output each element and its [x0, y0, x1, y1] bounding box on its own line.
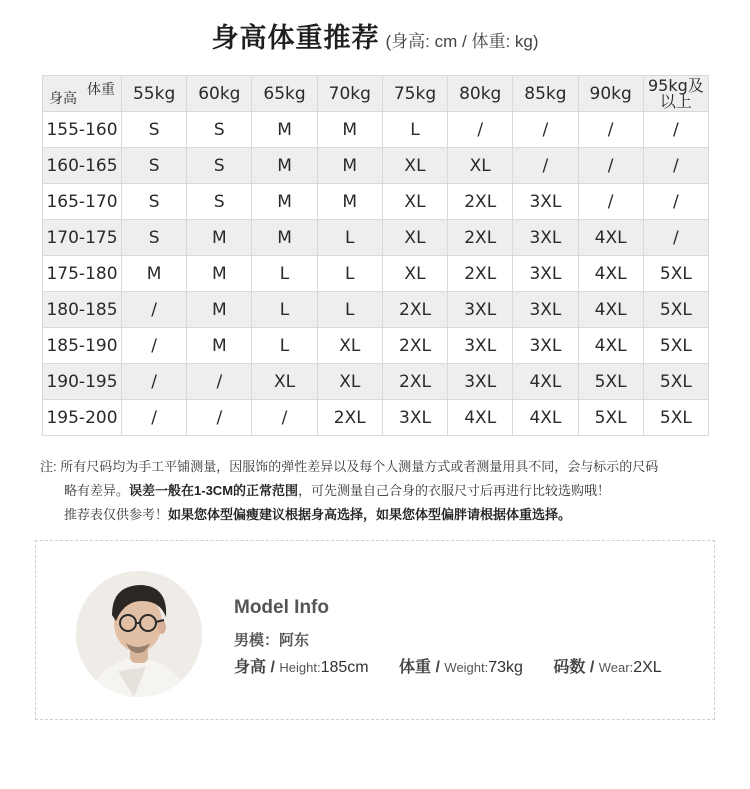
weight-header: 70kg [317, 76, 382, 112]
size-cell: 5XL [578, 400, 643, 436]
size-cell: 4XL [578, 220, 643, 256]
size-cell: / [643, 184, 708, 220]
size-cell: M [252, 184, 317, 220]
table-row [43, 184, 709, 220]
size-cell: S [187, 112, 252, 148]
size-cell: M [252, 148, 317, 184]
size-cell: XL [448, 148, 513, 184]
size-cell: 2XL [448, 256, 513, 292]
model-info-title: Model Info [234, 597, 329, 618]
size-cell: L [382, 112, 447, 148]
note-line-2-part-a: 略有差异。 [64, 483, 130, 498]
size-cell: 3XL [448, 292, 513, 328]
size-cell: 2XL [448, 220, 513, 256]
table-row [43, 400, 709, 436]
size-cell: S [122, 112, 187, 148]
size-cell: / [122, 292, 187, 328]
title-sub: (身高: cm / 体重: kg) [385, 32, 539, 51]
size-cell: / [513, 148, 578, 184]
size-cell: / [643, 220, 708, 256]
size-cell: M [122, 256, 187, 292]
size-cell: 4XL [578, 328, 643, 364]
model-height [234, 659, 369, 676]
table-header-row [43, 76, 709, 112]
size-cell: / [122, 364, 187, 400]
size-cell: 3XL [513, 184, 578, 220]
note-line-3-part-a: 推荐表仅供参考！ [64, 507, 169, 522]
table-row [43, 256, 709, 292]
height-range-cell: 185-190 [43, 328, 122, 364]
weight-header: 80kg [448, 76, 513, 112]
size-cell: / [578, 148, 643, 184]
height-range-cell: 190-195 [43, 364, 122, 400]
height-range-cell: 195-200 [43, 400, 122, 436]
weight-label-cn: 体重 / [399, 659, 440, 676]
size-cell: / [187, 400, 252, 436]
size-cell: S [122, 184, 187, 220]
size-cell: M [187, 220, 252, 256]
wear-label-cn: 码数 / [553, 659, 595, 676]
size-cell: 4XL [578, 256, 643, 292]
size-cell: M [252, 220, 317, 256]
size-cell: S [187, 148, 252, 184]
size-cell: L [252, 292, 317, 328]
size-cell: M [252, 112, 317, 148]
size-cell: M [317, 112, 382, 148]
size-cell: S [187, 184, 252, 220]
weight-header: 75kg [382, 76, 447, 112]
size-cell: / [578, 184, 643, 220]
corner-weight-label: 体重 [87, 82, 115, 98]
size-note [40, 455, 730, 527]
table-corner-cell [43, 76, 122, 112]
height-value: 185cm [320, 659, 369, 676]
size-cell: / [122, 400, 187, 436]
note-line-1: 注: 所有尺码均为手工平铺测量，因服饰的弹性差异以及每个人测量方式或者测量用具不同，会与标示的尺码 [40, 459, 659, 474]
size-cell: XL [382, 220, 447, 256]
height-range-cell: 165-170 [43, 184, 122, 220]
weight-header: 65kg [252, 76, 317, 112]
size-cell: M [317, 184, 382, 220]
size-cell: M [187, 328, 252, 364]
size-cell: S [122, 220, 187, 256]
size-cell: M [317, 148, 382, 184]
size-cell: 3XL [513, 220, 578, 256]
height-label-en: Height: [279, 660, 321, 675]
size-cell: XL [317, 328, 382, 364]
height-range-cell: 170-175 [43, 220, 122, 256]
size-cell: 2XL [382, 364, 447, 400]
size-cell: 5XL [643, 328, 708, 364]
size-cell: XL [382, 184, 447, 220]
weight-label-en: Weight: [444, 660, 489, 675]
table-row [43, 328, 709, 364]
size-cell: 3XL [448, 328, 513, 364]
size-cell: 2XL [382, 328, 447, 364]
size-cell: L [252, 328, 317, 364]
size-cell: 3XL [513, 256, 578, 292]
weight-header: 60kg [187, 76, 252, 112]
model-weight [399, 659, 523, 676]
size-cell: 3XL [513, 292, 578, 328]
model-info-box [35, 540, 715, 720]
size-cell: L [252, 256, 317, 292]
size-cell: 5XL [643, 256, 708, 292]
model-stats [234, 654, 688, 677]
table-row [43, 292, 709, 328]
size-chart-table [42, 75, 709, 436]
size-cell: 4XL [578, 292, 643, 328]
size-cell: XL [382, 256, 447, 292]
size-cell: 4XL [513, 364, 578, 400]
size-cell: L [317, 292, 382, 328]
weight-header: 90kg [578, 76, 643, 112]
size-cell: 5XL [578, 364, 643, 400]
note-line-2 [40, 479, 730, 503]
weight-header: 95kg及以上 [643, 76, 708, 112]
size-cell: 2XL [317, 400, 382, 436]
size-cell: / [643, 148, 708, 184]
model-portrait-icon [76, 571, 202, 697]
height-range-cell: 155-160 [43, 112, 122, 148]
size-cell: / [122, 328, 187, 364]
size-cell: 5XL [643, 400, 708, 436]
height-range-cell: 160-165 [43, 148, 122, 184]
height-label-cn: 身高 / [234, 659, 275, 676]
size-cell: L [317, 220, 382, 256]
size-cell: M [187, 256, 252, 292]
size-cell: 2XL [382, 292, 447, 328]
note-line-3-emphasis: 如果您体型偏瘦建议根据身高选择，如果您体型偏胖请根据体重选择。 [168, 507, 572, 522]
table-row [43, 148, 709, 184]
size-cell: 4XL [448, 400, 513, 436]
size-cell: L [317, 256, 382, 292]
note-line-3 [40, 503, 730, 527]
height-range-cell: 180-185 [43, 292, 122, 328]
title-main: 身高体重推荐 [211, 23, 380, 53]
model-name: 男模：阿东 [234, 632, 310, 649]
note-line-2-emphasis: 误差一般在1-3CM的正常范围 [129, 483, 299, 498]
size-cell: 4XL [513, 400, 578, 436]
size-cell: 5XL [643, 292, 708, 328]
model-avatar [76, 571, 202, 697]
size-cell: XL [317, 364, 382, 400]
size-cell: / [187, 364, 252, 400]
table-row [43, 112, 709, 148]
size-cell: S [122, 148, 187, 184]
weight-header: 85kg [513, 76, 578, 112]
table-row [43, 220, 709, 256]
size-cell: 3XL [448, 364, 513, 400]
size-cell: / [448, 112, 513, 148]
size-cell: / [513, 112, 578, 148]
wear-value: 2XL [633, 659, 662, 676]
weight-header: 55kg [122, 76, 187, 112]
size-cell: / [643, 112, 708, 148]
page-title [0, 16, 750, 55]
note-line-2-part-c: ，可先测量自己合身的衣服尺寸后再进行比较选购哦！ [298, 483, 611, 498]
size-cell: XL [252, 364, 317, 400]
size-cell: 2XL [448, 184, 513, 220]
size-cell: 5XL [643, 364, 708, 400]
size-cell: XL [382, 148, 447, 184]
size-cell: M [187, 292, 252, 328]
wear-label-en: Wear: [598, 660, 634, 675]
height-range-cell: 175-180 [43, 256, 122, 292]
table-row [43, 364, 709, 400]
size-cell: 3XL [513, 328, 578, 364]
size-cell: / [252, 400, 317, 436]
model-wear [553, 659, 661, 676]
weight-value: 73kg [488, 659, 523, 676]
size-cell: / [578, 112, 643, 148]
size-cell: 3XL [382, 400, 447, 436]
corner-height-label: 身高 [49, 91, 77, 107]
